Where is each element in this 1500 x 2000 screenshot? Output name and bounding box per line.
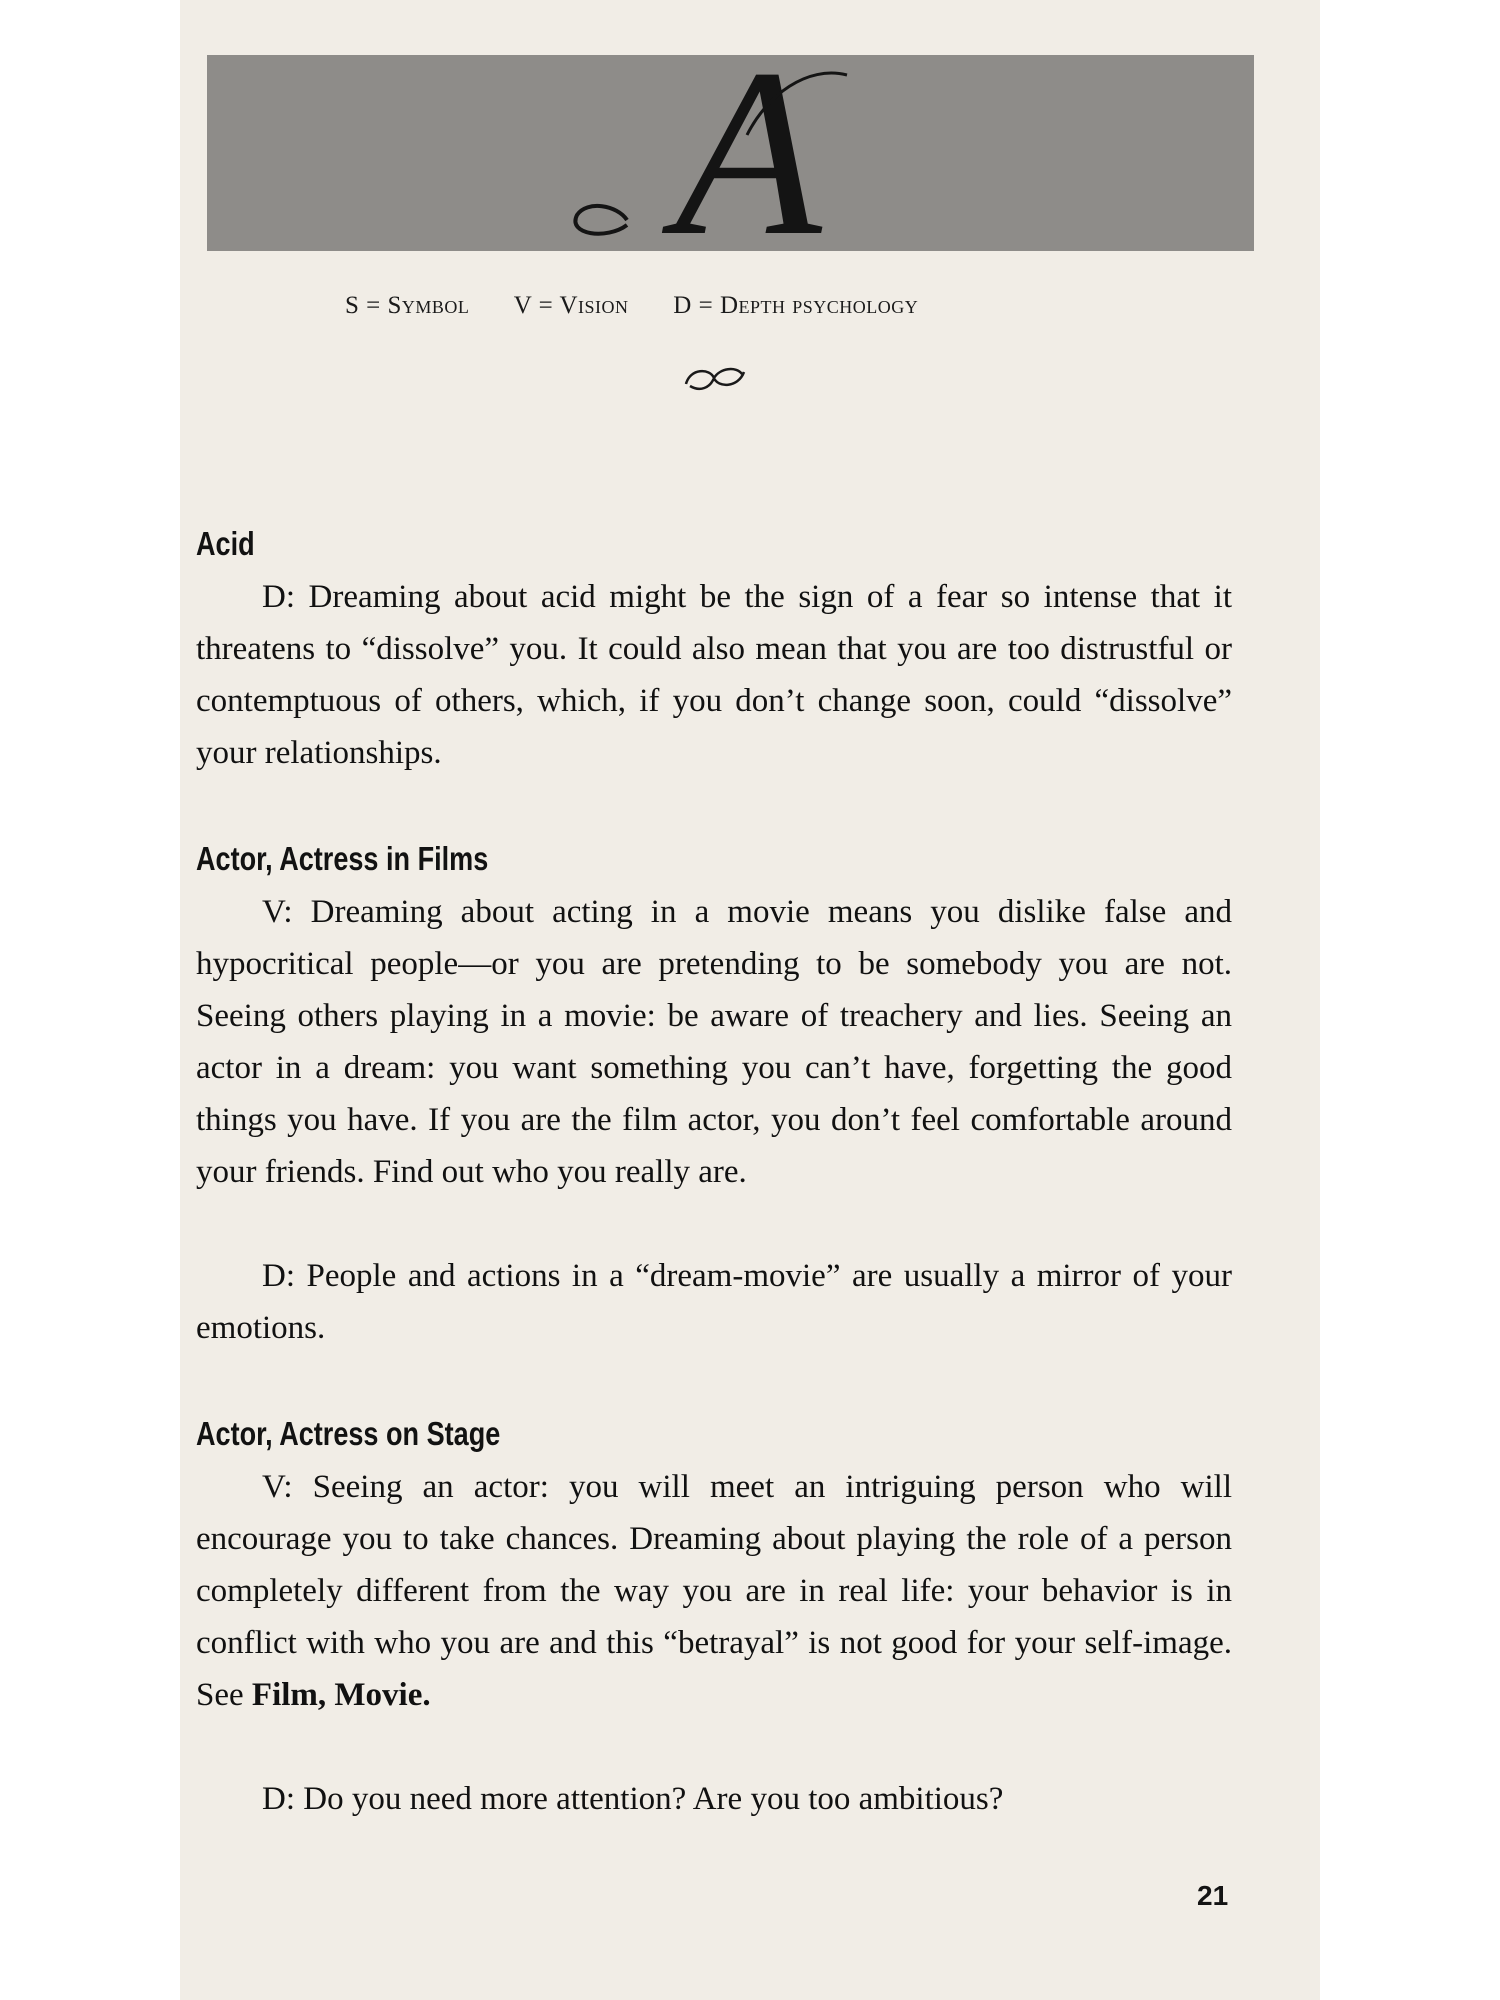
abbreviation-legend bbox=[345, 292, 1165, 320]
entry-paragraph: D: People and actions in a “dream-movie” are usually a mirror of your emotions. bbox=[196, 1258, 1232, 1346]
entry-paragraph: D: Do you need more attention? Are you too ambitious? bbox=[262, 1781, 1004, 1817]
entry-paragraph: D: Dreaming about acid might be the sign of a fear so intense that it threatens to “dissolve” you. It could also mean that you are too distrustful or contemptuous of others, which, if you don’t change soon, could “dissolve” your relationships. bbox=[196, 579, 1232, 771]
see-also-reference: Film, Movie. bbox=[251, 1677, 431, 1713]
letter-glyph: A bbox=[675, 19, 822, 285]
entry-paragraph: V: Dreaming about acting in a movie means you dislike false and hypocritical people—or you are pretending to be somebody you are not. Seeing others playing in a movie: be aware of treachery and lies. Seeing an actor in a dream: you want something you can’t have, forgetting the good things you have. If you are the film actor, you don’t feel comfortable around your friends. Find out who you really are. bbox=[196, 894, 1232, 1190]
legend-symbol: S = Symbol bbox=[345, 292, 470, 319]
entry-paragraph bbox=[196, 1461, 1232, 1721]
book-page bbox=[180, 0, 1320, 2000]
entry-title-actor-stage: Actor, Actress on Stage bbox=[196, 1415, 501, 1452]
page-number: 21 bbox=[1197, 1880, 1229, 1911]
entry-title-actor-films: Actor, Actress in Films bbox=[196, 840, 489, 877]
legend-depth: D = Depth psychology bbox=[673, 292, 919, 319]
flourish-ornament-icon bbox=[680, 360, 750, 396]
legend-vision: V = Vision bbox=[513, 292, 629, 319]
entry-paragraph-text: V: Seeing an actor: you will meet an intriguing person who will encourage you to take chances. Dreaming about playing the role of a person completely different from the way you are in real life: your behavior is in conflict with who you are and this “betrayal” is not good for your self-image. See bbox=[196, 1469, 1232, 1713]
entry-title-acid: Acid bbox=[196, 525, 255, 562]
letter-header-banner bbox=[207, 19, 1254, 285]
decorative-letter-a bbox=[207, 19, 1254, 285]
